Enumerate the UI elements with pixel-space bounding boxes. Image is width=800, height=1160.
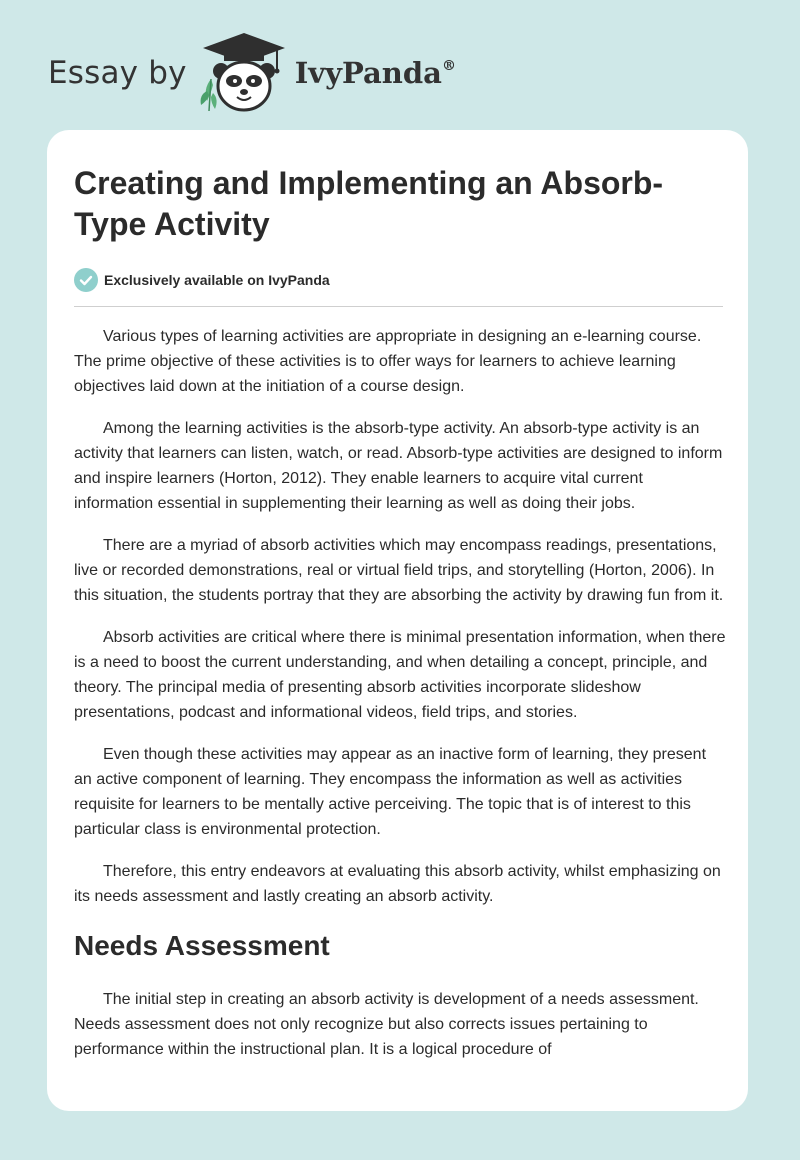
exclusive-badge-label: Exclusively available on IvyPanda bbox=[104, 272, 330, 288]
brand-name[interactable]: IvyPanda® bbox=[294, 56, 456, 90]
title-divider bbox=[74, 306, 723, 307]
paragraph: The initial step in creating an absorb activity is development of a needs assessment. Needs assessment does not only recognize but also corrects issues pertaining to performance within the instructional plan. It is a logical procedure of bbox=[74, 991, 699, 1058]
article-title: Creating and Implementing an Absorb-Type Activity bbox=[74, 165, 664, 242]
paragraph: Various types of learning activities are appropriate in designing an e-learning course. The prime objective of these activities is to offer ways for learners to achieve learning objectives laid down at the initiation of a course design. bbox=[74, 328, 702, 395]
paragraph: Therefore, this entry endeavors at evaluating this absorb activity, whilst emphasizing on its needs assessment and lastly creating an absorb activity. bbox=[74, 863, 721, 905]
article-card bbox=[47, 130, 748, 1111]
paragraph: Absorb activities are critical where there is minimal presentation information, when there is a need to boost the current understanding, and when detailing a concept, principle, and theory. The principal media of presenting absorb activities incorporate slideshow presentations, podcast and informational videos, field trips, and stories. bbox=[74, 629, 726, 721]
exclusive-badge bbox=[74, 266, 721, 294]
site-header bbox=[48, 28, 456, 118]
article-body bbox=[74, 324, 726, 1062]
ivypanda-logo-icon bbox=[197, 31, 291, 115]
essay-by-label: Essay by bbox=[48, 55, 187, 91]
section-heading: Needs Assessment bbox=[74, 930, 330, 961]
paragraph: Even though these activities may appear as an inactive form of learning, they present an active component of learning. They encompass the information as well as activities requisite for learners to be mentally active perceiving. The topic that is of interest to this particular class is environmental protection. bbox=[74, 746, 707, 838]
paragraph: Among the learning activities is the absorb-type activity. An absorb-type activity is an activity that learners can listen, watch, or read. Absorb-type activities are designed to inform and inspire learners (Horton, 2012). They enable learners to acquire vital current information essential in supplementing their learning as well as doing their jobs. bbox=[74, 420, 723, 512]
registered-mark: ® bbox=[441, 58, 456, 74]
paragraph: There are a myriad of absorb activities which may encompass readings, presentations, live or recorded demonstrations, real or virtual field trips, and storytelling (Horton, 2006). In this situation, the students portray that they are absorbing the activity by drawing fun from it. bbox=[74, 537, 724, 604]
check-circle-icon bbox=[74, 268, 98, 292]
